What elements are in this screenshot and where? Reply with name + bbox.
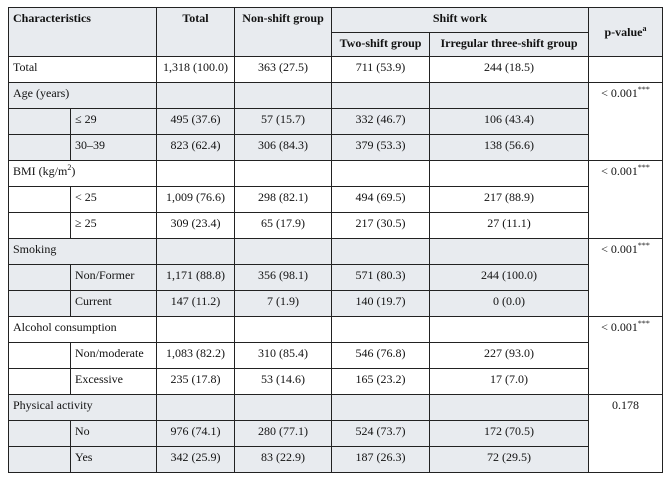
cell-nonshift: 65 (17.9)	[235, 213, 332, 239]
cell-total: 147 (11.2)	[157, 291, 235, 317]
row-label: Total	[9, 57, 157, 83]
indent-cell	[9, 265, 71, 291]
row-sublabel: Yes	[71, 447, 157, 473]
cell-empty	[430, 161, 589, 187]
header-total: Total	[157, 8, 235, 57]
indent-cell	[9, 213, 71, 239]
cell-two-shift: 187 (26.3)	[332, 447, 430, 473]
cell-empty	[332, 395, 430, 421]
pvalue-sup: ***	[637, 85, 650, 94]
table-row	[9, 421, 663, 447]
cell-empty	[332, 83, 430, 109]
table-row	[9, 291, 663, 317]
row-sublabel: No	[71, 421, 157, 447]
header-non-shift: Non-shift group	[235, 8, 332, 57]
row-sublabel: < 25	[71, 187, 157, 213]
table-row	[9, 343, 663, 369]
cell-irregular: 17 (7.0)	[430, 369, 589, 395]
cell-irregular: 217 (88.9)	[430, 187, 589, 213]
cell-empty	[157, 239, 235, 265]
cell-nonshift: 363 (27.5)	[235, 57, 332, 83]
cell-irregular: 138 (56.6)	[430, 135, 589, 161]
header-pvalue	[589, 8, 663, 57]
cell-two-shift: 546 (76.8)	[332, 343, 430, 369]
indent-cell	[9, 447, 71, 473]
cell-nonshift: 310 (85.4)	[235, 343, 332, 369]
cell-irregular: 106 (43.4)	[430, 109, 589, 135]
table-row-bmi	[9, 161, 663, 187]
cell-empty	[430, 83, 589, 109]
cell-empty	[430, 317, 589, 343]
cell-nonshift: 280 (77.1)	[235, 421, 332, 447]
cell-empty	[332, 239, 430, 265]
row-sublabel: Non/Former	[71, 265, 157, 291]
cell-empty	[157, 83, 235, 109]
cell-two-shift: 571 (80.3)	[332, 265, 430, 291]
table-row	[9, 265, 663, 291]
cell-nonshift: 57 (15.7)	[235, 109, 332, 135]
header-two-shift: Two-shift group	[332, 33, 430, 57]
cell-irregular: 27 (11.1)	[430, 213, 589, 239]
header-irregular: Irregular three-shift group	[430, 33, 589, 57]
cell-two-shift: 332 (46.7)	[332, 109, 430, 135]
header-characteristics: Characteristics	[9, 8, 157, 57]
cell-pvalue	[589, 83, 663, 161]
cell-empty	[235, 395, 332, 421]
cell-nonshift: 53 (14.6)	[235, 369, 332, 395]
indent-cell	[9, 369, 71, 395]
bmi-label-sup: 2	[67, 163, 72, 172]
characteristics-table	[8, 7, 663, 473]
cell-empty	[235, 317, 332, 343]
row-sublabel: ≤ 29	[71, 109, 157, 135]
header-pvalue-sup: a	[642, 23, 647, 33]
cell-total: 1,083 (82.2)	[157, 343, 235, 369]
row-sublabel: ≥ 25	[71, 213, 157, 239]
row-label: Alcohol consumption	[9, 317, 157, 343]
table-row-activity	[9, 395, 663, 421]
table-row	[9, 135, 663, 161]
cell-empty	[430, 239, 589, 265]
row-sublabel: 30–39	[71, 135, 157, 161]
cell-total: 823 (62.4)	[157, 135, 235, 161]
pvalue-text: 0.178	[612, 398, 640, 412]
pvalue-text: < 0.001	[601, 242, 638, 256]
table-row-smoking	[9, 239, 663, 265]
table-row	[9, 213, 663, 239]
indent-cell	[9, 291, 71, 317]
pvalue-text: < 0.001	[601, 164, 638, 178]
table-row-total	[9, 57, 663, 83]
indent-cell	[9, 109, 71, 135]
cell-pvalue	[589, 395, 663, 473]
cell-nonshift: 298 (82.1)	[235, 187, 332, 213]
table-row-age	[9, 83, 663, 109]
pvalue-text: < 0.001	[601, 86, 638, 100]
row-sublabel: Current	[71, 291, 157, 317]
cell-empty	[157, 317, 235, 343]
cell-empty	[157, 161, 235, 187]
pvalue-sup: ***	[637, 241, 650, 250]
cell-irregular: 172 (70.5)	[430, 421, 589, 447]
cell-pvalue	[589, 161, 663, 239]
cell-empty	[332, 161, 430, 187]
row-label: Physical activity	[9, 395, 157, 421]
cell-total: 1,009 (76.6)	[157, 187, 235, 213]
row-label: Age (years)	[9, 83, 157, 109]
indent-cell	[9, 135, 71, 161]
indent-cell	[9, 187, 71, 213]
cell-total: 342 (25.9)	[157, 447, 235, 473]
cell-two-shift: 524 (73.7)	[332, 421, 430, 447]
bmi-label-text: BMI (kg/m	[13, 164, 68, 178]
row-sublabel: Excessive	[71, 369, 157, 395]
cell-irregular: 0 (0.0)	[430, 291, 589, 317]
cell-nonshift: 7 (1.9)	[235, 291, 332, 317]
row-sublabel: Non/moderate	[71, 343, 157, 369]
cell-total: 235 (17.8)	[157, 369, 235, 395]
cell-two-shift: 165 (23.2)	[332, 369, 430, 395]
cell-nonshift: 306 (84.3)	[235, 135, 332, 161]
cell-total: 1,318 (100.0)	[157, 57, 235, 83]
cell-two-shift: 711 (53.9)	[332, 57, 430, 83]
cell-empty	[235, 239, 332, 265]
cell-empty	[235, 161, 332, 187]
row-label: Smoking	[9, 239, 157, 265]
table-row	[9, 369, 663, 395]
cell-irregular: 227 (93.0)	[430, 343, 589, 369]
cell-irregular: 244 (18.5)	[430, 57, 589, 83]
cell-empty	[430, 395, 589, 421]
table-row	[9, 187, 663, 213]
cell-two-shift: 140 (19.7)	[332, 291, 430, 317]
table-row	[9, 109, 663, 135]
header-row-top	[9, 8, 663, 33]
header-shift-work: Shift work	[332, 8, 589, 33]
cell-empty	[235, 83, 332, 109]
cell-pvalue	[589, 239, 663, 317]
cell-two-shift: 379 (53.3)	[332, 135, 430, 161]
cell-empty	[157, 395, 235, 421]
cell-empty	[332, 317, 430, 343]
cell-pvalue	[589, 57, 663, 83]
bmi-label-end: )	[71, 164, 76, 178]
pvalue-sup: ***	[637, 319, 650, 328]
pvalue-text: < 0.001	[601, 320, 638, 334]
cell-total: 1,171 (88.8)	[157, 265, 235, 291]
header-pvalue-text: p-value	[604, 24, 643, 39]
cell-irregular: 244 (100.0)	[430, 265, 589, 291]
cell-two-shift: 217 (30.5)	[332, 213, 430, 239]
cell-total: 309 (23.4)	[157, 213, 235, 239]
cell-total: 976 (74.1)	[157, 421, 235, 447]
table-row-alcohol	[9, 317, 663, 343]
indent-cell	[9, 343, 71, 369]
cell-pvalue	[589, 317, 663, 395]
cell-total: 495 (37.6)	[157, 109, 235, 135]
table-row	[9, 447, 663, 473]
row-label	[9, 161, 157, 187]
cell-nonshift: 83 (22.9)	[235, 447, 332, 473]
pvalue-sup: ***	[637, 163, 650, 172]
cell-two-shift: 494 (69.5)	[332, 187, 430, 213]
cell-irregular: 72 (29.5)	[430, 447, 589, 473]
indent-cell	[9, 421, 71, 447]
cell-nonshift: 356 (98.1)	[235, 265, 332, 291]
